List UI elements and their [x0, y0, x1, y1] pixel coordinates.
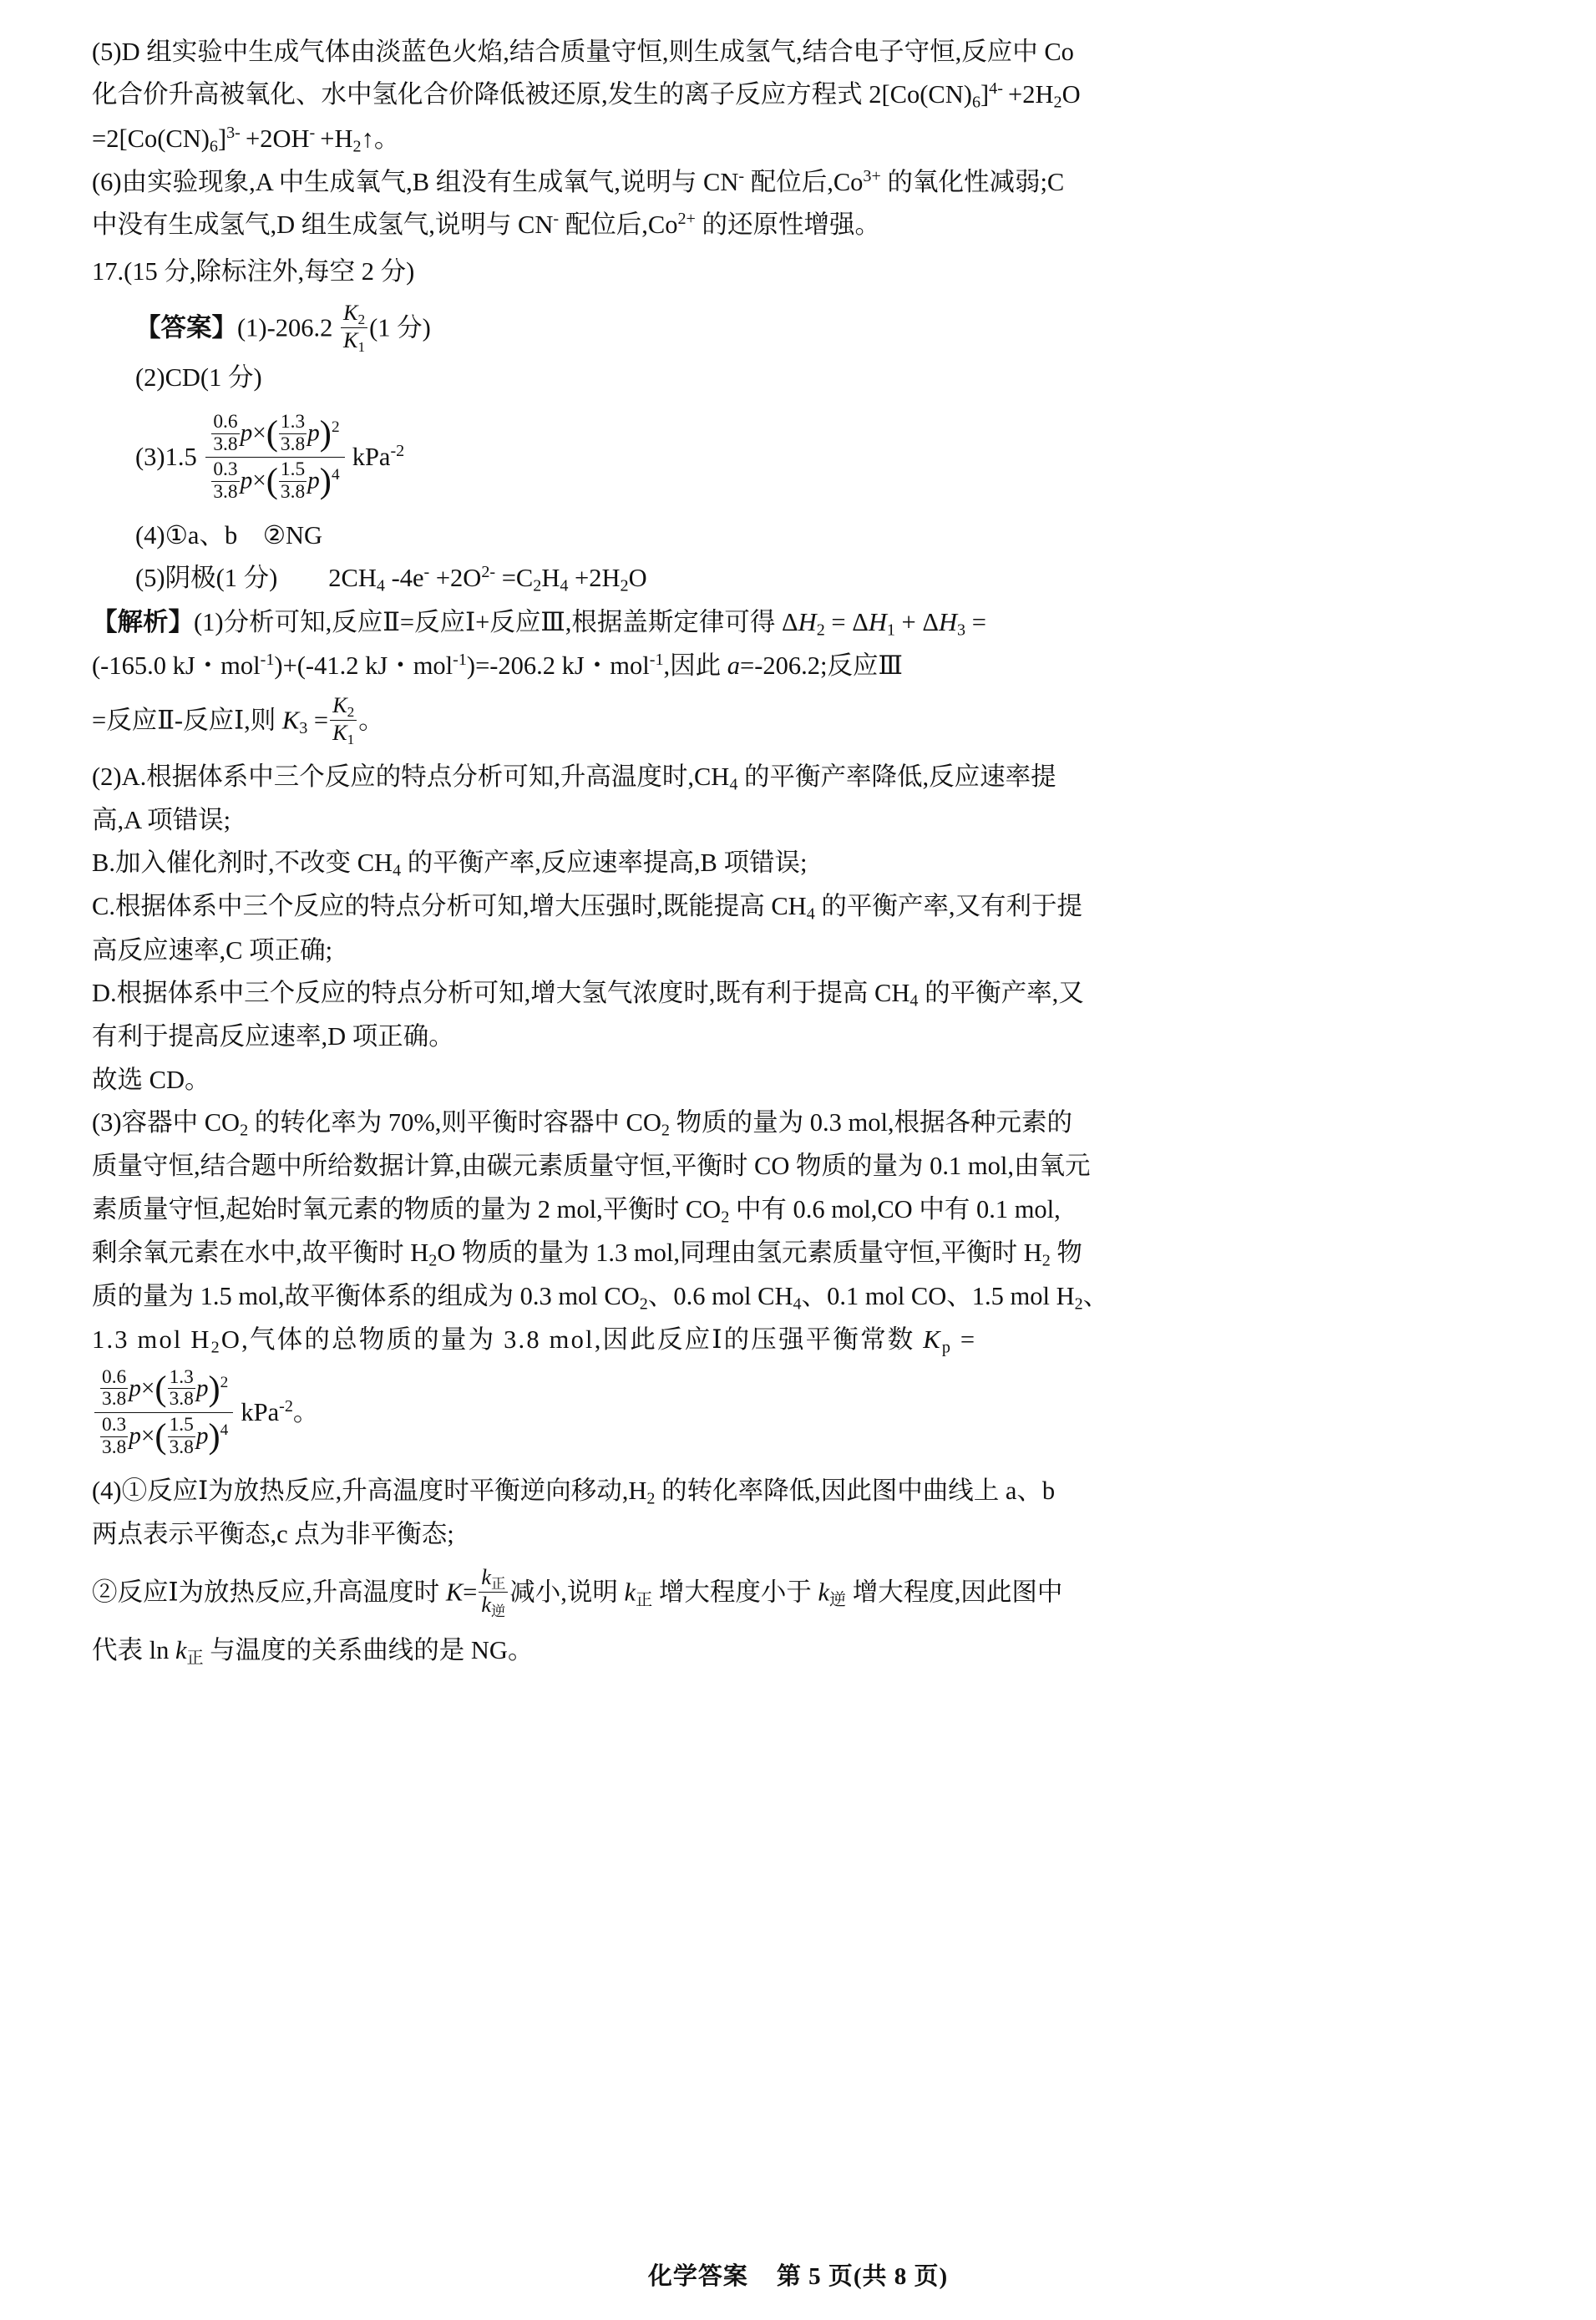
paragraph-6-line1: (6)由实验现象,A 中生成氧气,B 组没有生成氧气,说明与 CN- 配位后$,Co^{3+}$ 的氧化性减弱;C: [92, 166, 1065, 196]
answer-tag: 【答案】: [135, 313, 237, 342]
explanation-3-line5: 质的量为 1.5 mol,故平衡体系的组成为 0.3 mol $CO_2$、0.6 mol $CH_4$、0.1 mol CO、1.5 mol $H_2$、: [92, 1282, 1109, 1314]
explanation-3-formula: $\frac{0.6}{3.8}$ p×( $\frac{1.3}{3.8}$ p)$^2$ $\frac{0.3}{3.8}$ p×( $\frac{1.5}{3.8}$ p)$^4$ kPa$^{-2}$。: [92, 1367, 1504, 1459]
explanation-4-line1: (4)①反应Ⅰ为放热反应,升高温度时平衡逆向移动$,H_2$ 的转化率降低,因此图中曲线上 a、b: [92, 1476, 1056, 1508]
kp-fraction-explanation: $\frac{0.6}{3.8}$ p×( $\frac{1.3}{3.8}$ p)$^2$ $\frac{0.3}{3.8}$ p×( $\frac{1.5}{3.8}$ p)$^4$: [94, 1367, 233, 1459]
paragraph-5-line1: [92, 32, 1504, 73]
text: 高反应速率,C 项正确;: [92, 935, 333, 965]
k-forward-over-k-reverse-fraction: $\frac{k_正}{k_逆}$: [479, 1565, 508, 1619]
text: 有利于提高反应速率,D 项正确。: [92, 1022, 454, 1051]
paragraph-5-line3: $=2[Co(CN)_6]^{3-} +2OH^-$ $+H_2↑$。: [92, 123, 400, 156]
k2-over-k1-fraction: $\frac{K_2}{K_1}$: [341, 301, 367, 355]
explanation-3-line1: (3)容器中 $CO_2$ 的转化率为 70%,则平衡时容器中 $CO_2$ 物质的量为 0.3 mol,根据各种元素的: [92, 1108, 1073, 1140]
answer-1: 【答案】(1)-206.2 $\frac{K_2}{K_1}$ (1 分): [135, 301, 431, 356]
footer-page-number: 第 5 页(共 8 页): [776, 2263, 949, 2290]
explanation-4-line2: [92, 1514, 1504, 1555]
explanation-2-option-b: B.加入催化剂时,不改变 $CH_4$ 的平衡产率,反应速率提高,B 项错误;: [92, 848, 808, 880]
explanation-3-line3: 素质量守恒,起始时氧元素的物质的量为 2 mol,平衡时 $CO_2$ 中有 0.6 mol,CO 中有 0.1 mol,: [92, 1194, 1061, 1227]
answer-3-lead: (3)1.5: [135, 443, 197, 472]
explanation-2-option-c-line2: [92, 930, 1504, 971]
text: (5)D 组实验中生成气体由淡蓝色火焰,结合质量守恒,则生成氢气,结合电子守恒,反应中 Co: [92, 38, 1074, 66]
footer-subject: 化学答案: [647, 2263, 748, 2290]
text: (2)CD(1 分): [135, 362, 262, 392]
paragraph-6-line2: 中没有生成氢气,D 组生成氢气,说明与 CN- 配位后$,Co^{2+}$ 的还原性增强。: [92, 210, 880, 240]
explanation-2-option-d-line1: D.根据体系中三个反应的特点分析可知,增大氢气浓度时,既有利于提高 $CH_4$ 的平衡产率,又: [92, 979, 1084, 1011]
text: 质量守恒,结合题中所给数据计算,由碳元素质量守恒,平衡时 CO 物质的量为 0.1 mol,由氧元: [92, 1152, 1091, 1181]
question-17-label: 17.(15 分,除标注外,每空 2 分): [92, 256, 415, 286]
explanation-tag: 【解析】: [92, 607, 194, 636]
answer-3: (3)1.5 $\frac{0.6}{3.8}$ p×( $\frac{1.3}{3.8}$ p)$^2$ $\frac{0.3}{3.8}$ p×( $\frac{1.5}{3.8}$ p)$^4$ kPa$^{-2}$: [135, 410, 405, 504]
answer-4: (4)①a、b ②NG: [135, 520, 323, 550]
explanation-4-2-line2: 代表 $\ln k_正$ 与温度的关系曲线的是 NG。: [92, 1635, 534, 1668]
explanation-4-2-line1: ②反应Ⅰ为放热反应,升高温度时 K= $\frac{k_正}{k_逆}$ 减小,说明 $k_正$ 增大程度小于 $k_逆$ 增大程度,因此图中: [92, 1565, 1063, 1620]
answer-2: [92, 357, 1504, 398]
explanation-3-line6: 1.3 mol $H_2O$,气体的总物质的量为 3.8 mol,因此反应Ⅰ的压强平衡常数 $K_p$ =: [92, 1325, 977, 1357]
explanation-2-option-c-line1: C.根据体系中三个反应的特点分析可知,增大压强时,既能提高 $CH_4$ 的平衡产率,又有利于提: [92, 892, 1083, 924]
explanation-3-line2: [92, 1146, 1504, 1187]
explanation-2-conclusion: [92, 1060, 1504, 1101]
page-footer: [0, 2257, 1596, 2292]
k2-over-k1-fraction-explanation: $\frac{K_2}{K_1}$: [330, 693, 357, 747]
text: 故选 CD。: [92, 1065, 210, 1094]
text: 两点表示平衡态,c 点为非平衡态;: [92, 1519, 454, 1548]
answer-5: (5)阴极(1 分) $2CH_4$ $-4e^- +2O^{2-} =C_2H_4 +2H_2O$: [135, 563, 647, 595]
explanation-1-line2: (-165.0 kJ・mol$^{-1}$)+(-41.2 kJ・mol$^{-1}$)=-206.2 kJ・mol$^{-1}$,因此 a=-206.2;反应Ⅲ: [92, 650, 903, 680]
kp-fraction-answer: $\frac{0.6}{3.8}$ p×( $\frac{1.3}{3.8}$ p)$^2$ $\frac{0.3}{3.8}$ p×( $\frac{1.5}{3.8}$ p)$^4$: [205, 412, 344, 504]
explanation-2-option-d-line2: [92, 1016, 1504, 1057]
text: 高,A 项错误;: [92, 805, 231, 834]
explanation-2-line2: [92, 800, 1504, 841]
explanation-1-line1: 【解析】(1)分析可知,反应Ⅱ=反应Ⅰ+反应Ⅲ,根据盖斯定律可得 $\Delta H_2 = \Delta H_1 + \Delta H_3$ =: [92, 607, 986, 640]
explanation-3-line4: 剩余氧元素在水中,故平衡时 $H_2O$ 物质的量为 1.3 mol,同理由氢元素质量守恒,平衡时 $H_2$ 物: [92, 1238, 1082, 1270]
question-17-heading: [92, 251, 1504, 292]
explanation-1-line3: =反应Ⅱ-反应Ⅰ,则 $K_3$ = $\frac{K_2}{K_1}$ 。: [92, 693, 384, 748]
explanation-2-line1: (2)A.根据体系中三个反应的特点分析可知,升高温度时$,CH_4$ 的平衡产率降低,反应速率提: [92, 762, 1056, 794]
paragraph-5-line2: 化合价升高被氧化、水中氢化合价降低被还原,发生的离子反应方程式 $2[Co(CN)_6]^{4-} +2H_2O$: [92, 79, 1081, 113]
